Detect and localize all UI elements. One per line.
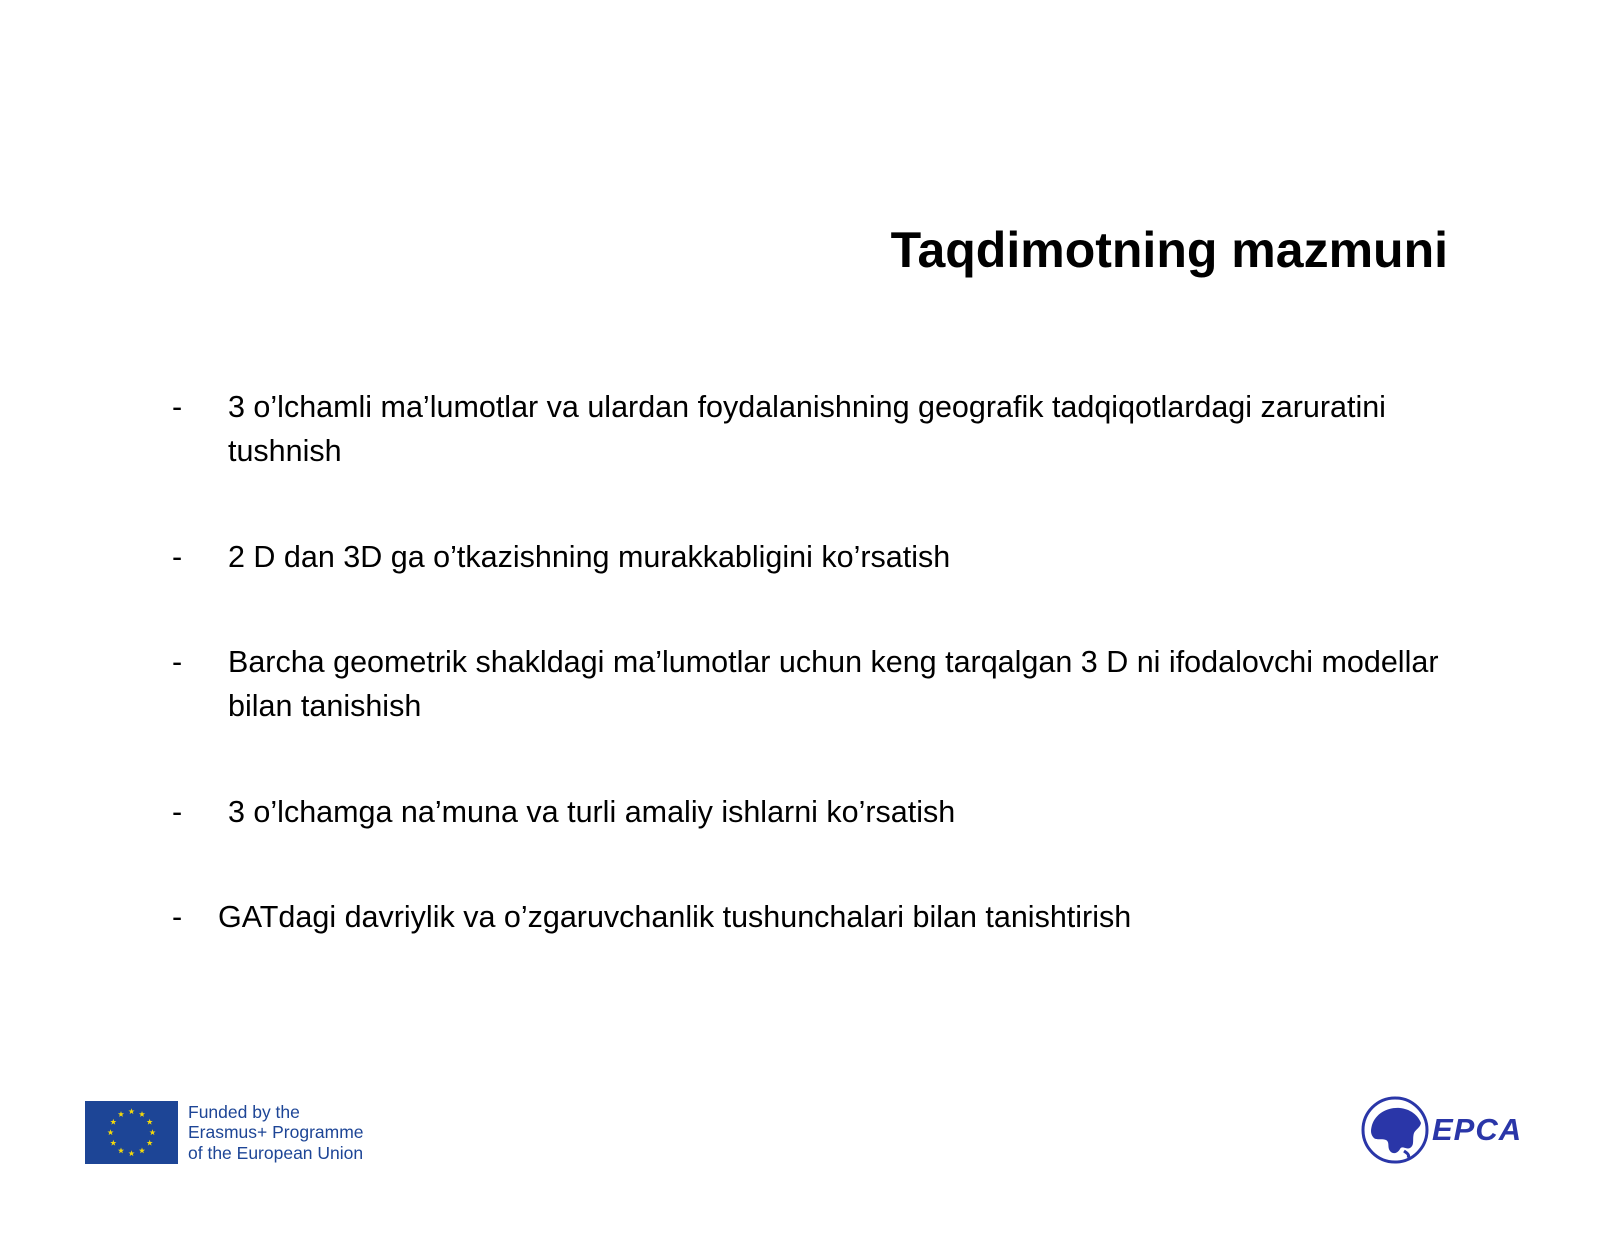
bullet-marker: - [172, 795, 183, 829]
slide-title: Taqdimotning mazmuni [890, 222, 1448, 278]
bullet-item [172, 535, 1462, 579]
eu-flag-icon [85, 1101, 178, 1164]
eu-caption-line3: of the European Union [188, 1142, 364, 1163]
epca-logo [1360, 1094, 1522, 1166]
bullet-text: GATdagi davriylik va o’zgaruvchanlik tushunchalari bilan tanishtirish [218, 900, 1132, 934]
bullet-marker: - [172, 645, 183, 679]
bullet-item [172, 895, 1462, 939]
bullet-marker: - [172, 390, 183, 424]
eu-funding-badge [85, 1101, 364, 1164]
epca-label: EPCA [1432, 1112, 1523, 1147]
eu-caption-line2: Erasmus+ Programme [188, 1122, 364, 1143]
bullet-text: 3 o’lchamga na’muna va turli amaliy ishlarni ko’rsatish [228, 795, 956, 829]
bullet-marker: - [172, 540, 183, 574]
bullet-item [172, 640, 1462, 728]
bullet-item [172, 790, 1462, 834]
eu-caption-line1: Funded by the [188, 1101, 300, 1122]
bullet-text: 2 D dan 3D ga o’tkazishning murakkabligini ko’rsatish [228, 540, 951, 574]
bullet-marker: - [172, 900, 183, 934]
globe-icon [1360, 1095, 1430, 1165]
eu-caption [188, 1102, 364, 1164]
bullet-text: 3 o’lchamli ma’lumotlar va ulardan foydalanishning geografik tadqiqotlardagi zaruratini tushnish [228, 390, 1386, 468]
bullet-item [172, 385, 1462, 473]
bullet-text: Barcha geometrik shakldagi ma’lumotlar uchun keng tarqalgan 3 D ni ifodalovchi modellar bilan tanishish [228, 645, 1439, 723]
